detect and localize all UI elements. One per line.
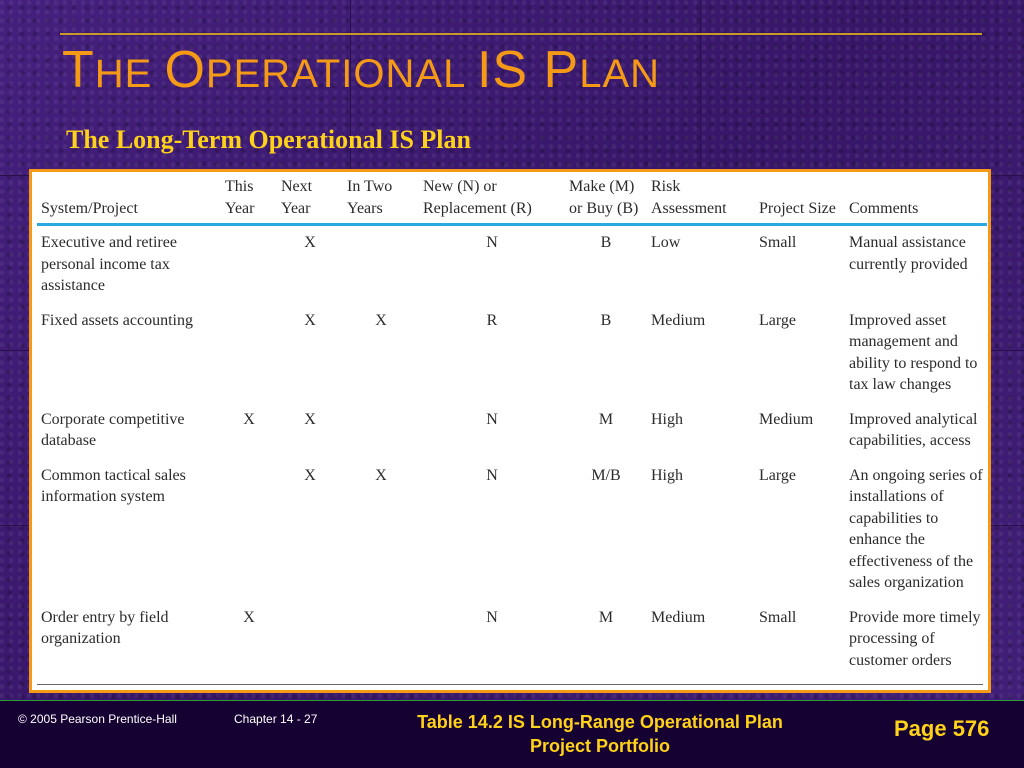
table-cell: X xyxy=(375,466,387,484)
column-header: Next Year xyxy=(281,178,313,217)
table-cell: X xyxy=(243,608,255,626)
caption-line-1: Table 14.2 IS Long-Range Operational Plan xyxy=(417,712,783,732)
chapter-label: Chapter 14 - 27 xyxy=(234,712,318,726)
table-row xyxy=(37,403,987,459)
table-cell: High xyxy=(651,466,683,484)
column-header: Risk Assessment xyxy=(651,178,727,217)
table-cell: An ongoing series of installations of capabilities to enhance the effectiveness of the sales organization xyxy=(849,466,983,591)
table-cell xyxy=(221,225,277,304)
title-part: PERATIONAL xyxy=(205,52,477,96)
table-row xyxy=(37,304,987,403)
table-cell: N xyxy=(486,608,498,626)
table-cell: M/B xyxy=(591,466,621,484)
table-cell: Medium xyxy=(651,608,706,626)
title-part: T xyxy=(62,41,95,99)
table-cell xyxy=(221,304,277,403)
table-cell: Improved analytical capabilities, access xyxy=(849,410,978,449)
table-bottom-rule xyxy=(37,684,983,685)
title-part: O xyxy=(164,41,206,99)
table-caption xyxy=(350,710,850,758)
table-cell: B xyxy=(600,311,612,329)
table-cell: Fixed assets accounting xyxy=(41,311,193,329)
table-cell: Corporate competitive database xyxy=(41,410,185,449)
column-header: Make (M) or Buy (B) xyxy=(569,178,639,217)
table-cell: Large xyxy=(759,466,797,484)
title-part: IS P xyxy=(476,41,580,99)
table-cell: Manual assistance currently provided xyxy=(849,234,968,273)
table-header-row xyxy=(37,172,987,225)
table-cell: Large xyxy=(759,311,797,329)
table-cell xyxy=(221,459,277,601)
title-rule xyxy=(60,33,982,35)
table-cell: M xyxy=(598,410,614,428)
table-cell: N xyxy=(486,466,498,484)
table-cell: Common tactical sales information system xyxy=(41,466,186,505)
caption-line-2: Project Portfolio xyxy=(529,736,670,756)
title-part: HE xyxy=(94,52,165,96)
table-cell: Provide more timely processing of customer orders xyxy=(849,608,981,669)
table-cell: Small xyxy=(759,234,797,251)
page-number: Page 576 xyxy=(894,716,990,741)
table-cell: N xyxy=(486,410,498,428)
column-header: Project Size xyxy=(759,199,836,217)
table-cell: R xyxy=(486,311,498,329)
table-cell: X xyxy=(243,410,255,428)
table-cell: X xyxy=(304,311,316,329)
table-cell xyxy=(277,601,343,679)
title-part: LAN xyxy=(579,52,661,96)
table-cell: X xyxy=(304,410,316,428)
table-cell xyxy=(343,225,419,304)
table-cell: Small xyxy=(759,608,797,626)
table-cell: B xyxy=(600,234,612,251)
table-cell: Medium xyxy=(651,311,706,329)
table-cell: M xyxy=(598,608,614,626)
table-cell: Executive and retiree personal income tax assistance xyxy=(41,234,177,294)
column-header: Comments xyxy=(849,199,919,217)
table-cell: X xyxy=(304,466,316,484)
table-body xyxy=(37,225,987,679)
column-header: System/Project xyxy=(41,199,138,217)
table-row xyxy=(37,601,987,679)
table-cell: X xyxy=(304,234,316,251)
table-row xyxy=(37,459,987,601)
table-cell: N xyxy=(486,234,498,251)
table-row xyxy=(37,225,987,304)
project-portfolio-table xyxy=(37,172,987,678)
slide-subtitle: The Long-Term Operational IS Plan xyxy=(66,125,471,154)
table-cell: Order entry by field organization xyxy=(41,608,169,647)
footer-rule xyxy=(0,700,1024,701)
table-cell xyxy=(343,601,419,679)
table-cell xyxy=(343,403,419,459)
table-panel xyxy=(29,169,991,693)
column-header: New (N) or Replacement (R) xyxy=(423,178,532,217)
table-cell: High xyxy=(651,410,683,428)
slide-title xyxy=(62,40,660,104)
table-cell: X xyxy=(375,311,387,329)
table-cell: Medium xyxy=(759,410,814,428)
table-cell: Low xyxy=(651,234,681,251)
column-header: In Two Years xyxy=(347,178,393,217)
copyright-text: © 2005 Pearson Prentice-Hall xyxy=(18,712,177,726)
column-header: This Year xyxy=(225,178,255,217)
table-cell: Improved asset management and ability to respond to tax law changes xyxy=(849,311,978,393)
